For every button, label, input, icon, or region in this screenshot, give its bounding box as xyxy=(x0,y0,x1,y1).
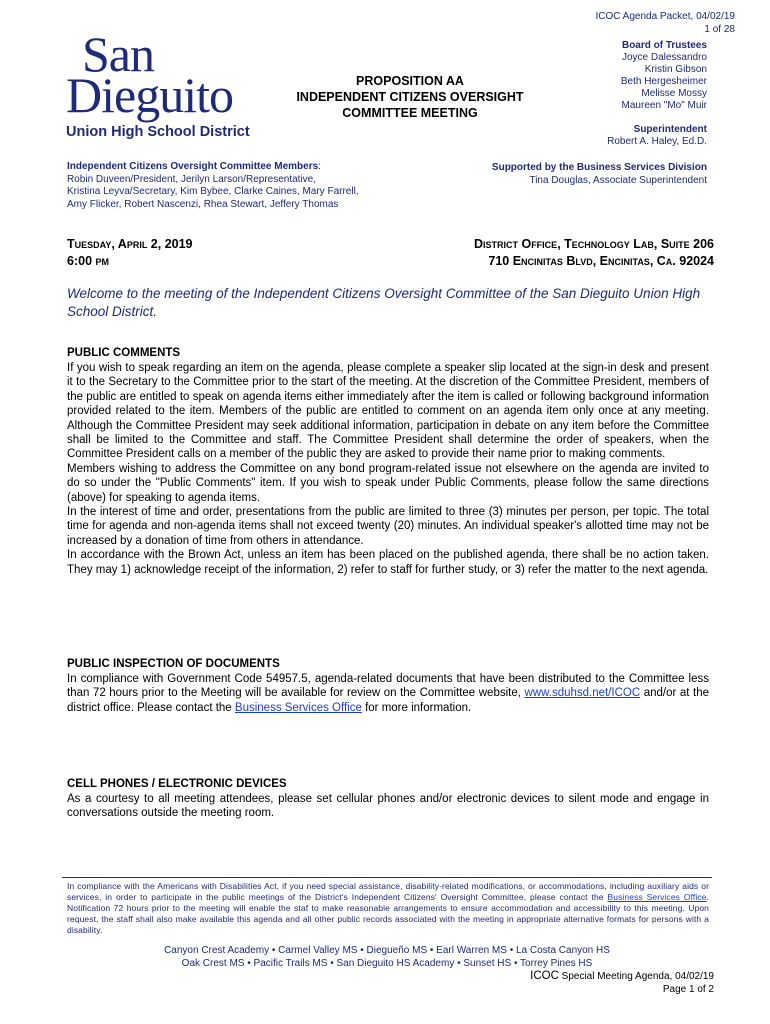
board-of-trustees xyxy=(607,40,707,148)
committee-line: Robin Duveen/President, Jerilyn Larson/Representative, xyxy=(67,173,317,185)
logo-line-san: San xyxy=(82,26,154,82)
meeting-time: 6:00 pm xyxy=(67,254,109,268)
location-line: District Office, Technology Lab, Suite 206 xyxy=(473,237,714,251)
meeting-header xyxy=(265,73,555,121)
board-heading: Board of Trustees xyxy=(621,40,707,51)
address-line: 710 Encinitas Blvd, Encinitas, Ca. 92024 xyxy=(488,254,714,268)
business-services-link[interactable]: Business Services Office xyxy=(234,701,362,714)
support-name: Tina Douglas, Associate Superintendent xyxy=(529,175,707,186)
ada-notice: In compliance with the Americans with Disabilities Act, if you need special assistance, disability-related modifications, or accommodations, including auxiliary aids or services, in order to participate in the public meetings of the District's Independent Citizens' Oversight Committee, please contact the Business Services Office. Notification 72 hours prior to the meeting will enable the staf to make reasonable arrangements to ensure accommodation and accessibility to this meeting. Upon request, the staff shall also make available this agenda and all other public records associated with the meeting in appropriate alternative formats for persons with a disability. xyxy=(67,881,709,935)
public-comments-paragraph: If you wish to speak regarding an item on the agenda, please complete a speaker slip located at the sign-in desk and present it to the Secretary to the Committee prior to the start of the meeting. At the discretion of the Committee President, members of the public are entitled to speak on agenda items either immediately after the item is called or following background information provided related to the item. Members of the public are entitled to comment on an agenda item only once at any meeting. Although the Committee President may seek additional information, participation in debate on any item before the Committee shall be limited to the Committee and staff. The Committee President shall determine the order of speakers, when the Committee President calls on a member of the public they are asked to provide their name prior to making comments. xyxy=(67,362,709,461)
meeting-date: Tuesday, April 2, 2019 xyxy=(67,237,193,251)
public-comments-paragraph: In the interest of time and order, presentations from the public are limited to three (3) minutes per person, per topic. The total time for agenda and non-agenda items shall not exceed twenty (20) minutes. An individual speaker's allotted time may not be increased by a donation of time from others in attendance. xyxy=(67,506,709,547)
header-line-1: PROPOSITION AA xyxy=(356,74,464,88)
school-list-line: Oak Crest MS • Pacific Trails MS • San Dieguito HS Academy • Sunset HS • Torrey Pines HS xyxy=(181,958,593,969)
packet-page: 1 of 28 xyxy=(704,24,735,35)
public-inspection-section xyxy=(67,658,709,715)
trustee: Kristin Gibson xyxy=(644,64,707,75)
committee-line: Amy Flicker, Robert Nascenzi, Rhea Stewart, Jeffery Thomas xyxy=(67,198,339,210)
cell-phones-heading: CELL PHONES / ELECTRONIC DEVICES xyxy=(67,778,287,790)
school-list-line: Canyon Crest Academy • Carmel Valley MS • Diegueño MS • Earl Warren MS • La Costa Canyon HS xyxy=(164,945,610,956)
public-comments-paragraph: Members wishing to address the Committee on any bond program-related issue not elsewhere on the agenda are invited to do so under the "Public Comments" item. If you wish to speak under Public Comments, please follow the same directions (above) for speaking to agenda items. xyxy=(67,462,709,504)
header-line-3: COMMITTEE MEETING xyxy=(342,106,478,120)
trustee: Beth Hergesheimer xyxy=(620,76,707,87)
trustee: Maureen "Mo" Muir xyxy=(621,100,707,111)
packet-title: ICOC Agenda Packet, 04/02/19 xyxy=(595,11,735,22)
header-line-2: INDEPENDENT CITIZENS OVERSIGHT xyxy=(296,90,524,104)
cell-phones-paragraph: As a courtesy to all meeting attendees, please set cellular phones and/or electronic devices to silent mode and engage in conversations outside the meeting room. xyxy=(67,793,709,820)
committee-members xyxy=(67,161,359,211)
meeting-datetime xyxy=(67,236,193,270)
welcome-text: Welcome to the meeting of the Independent Citizens Oversight Committee of the San Dieguito Union High School District. xyxy=(67,286,701,319)
ada-business-services-link[interactable]: Business Services Office xyxy=(607,892,707,902)
school-list xyxy=(62,944,712,970)
trustee: Melisse Mossy xyxy=(641,88,707,99)
cell-phones-section xyxy=(67,778,709,821)
public-comments-paragraph: In accordance with the Brown Act, unless an item has been placed on the published agenda, there shall be no action taken. They may 1) acknowledge receipt of the information, 2) refer to staff for further study, or 3) refer the matter to the next agenda. xyxy=(67,549,709,576)
trustee: Joyce Dalessandro xyxy=(621,52,707,63)
packet-header xyxy=(595,10,735,36)
meeting-location xyxy=(474,236,714,270)
logo-line-dieguito: Dieguito xyxy=(66,67,233,123)
logo-line-district: Union High School District xyxy=(66,124,250,140)
committee-line: Kristina Leyva/Secretary, Kim Bybee, Clarke Caines, Mary Farrell, xyxy=(67,186,359,197)
footer-divider xyxy=(62,877,712,878)
superintendent-name: Robert A. Haley, Ed.D. xyxy=(607,136,707,147)
committee-colon: : xyxy=(318,161,321,172)
support-heading: Supported by the Business Services Division xyxy=(491,162,707,173)
district-logo xyxy=(66,26,250,140)
agenda-footer-title: ICOC Special Meeting Agenda, 04/02/19 xyxy=(530,970,714,982)
committee-heading: Independent Citizens Oversight Committee Members xyxy=(67,161,319,172)
public-inspection-paragraph: In compliance with Government Code 54957.5, agenda-related documents that have been distributed to the Committee less than 72 hours prior to the Meeting will be available for review on the Committee website, www.sduhsd.net/ICOC and/or at the district office. Please contact the Business Services Office for more information. xyxy=(67,673,709,714)
public-comments-section xyxy=(67,347,709,577)
support-division xyxy=(492,161,707,187)
superintendent-heading: Superintendent xyxy=(633,124,707,135)
public-comments-heading: PUBLIC COMMENTS xyxy=(67,347,181,359)
page-number: Page 1 of 2 xyxy=(662,984,714,995)
public-inspection-heading: PUBLIC INSPECTION OF DOCUMENTS xyxy=(67,658,280,670)
page-info xyxy=(530,970,714,996)
icoc-website-link[interactable]: www.sduhsd.net/ICOC xyxy=(524,687,641,700)
